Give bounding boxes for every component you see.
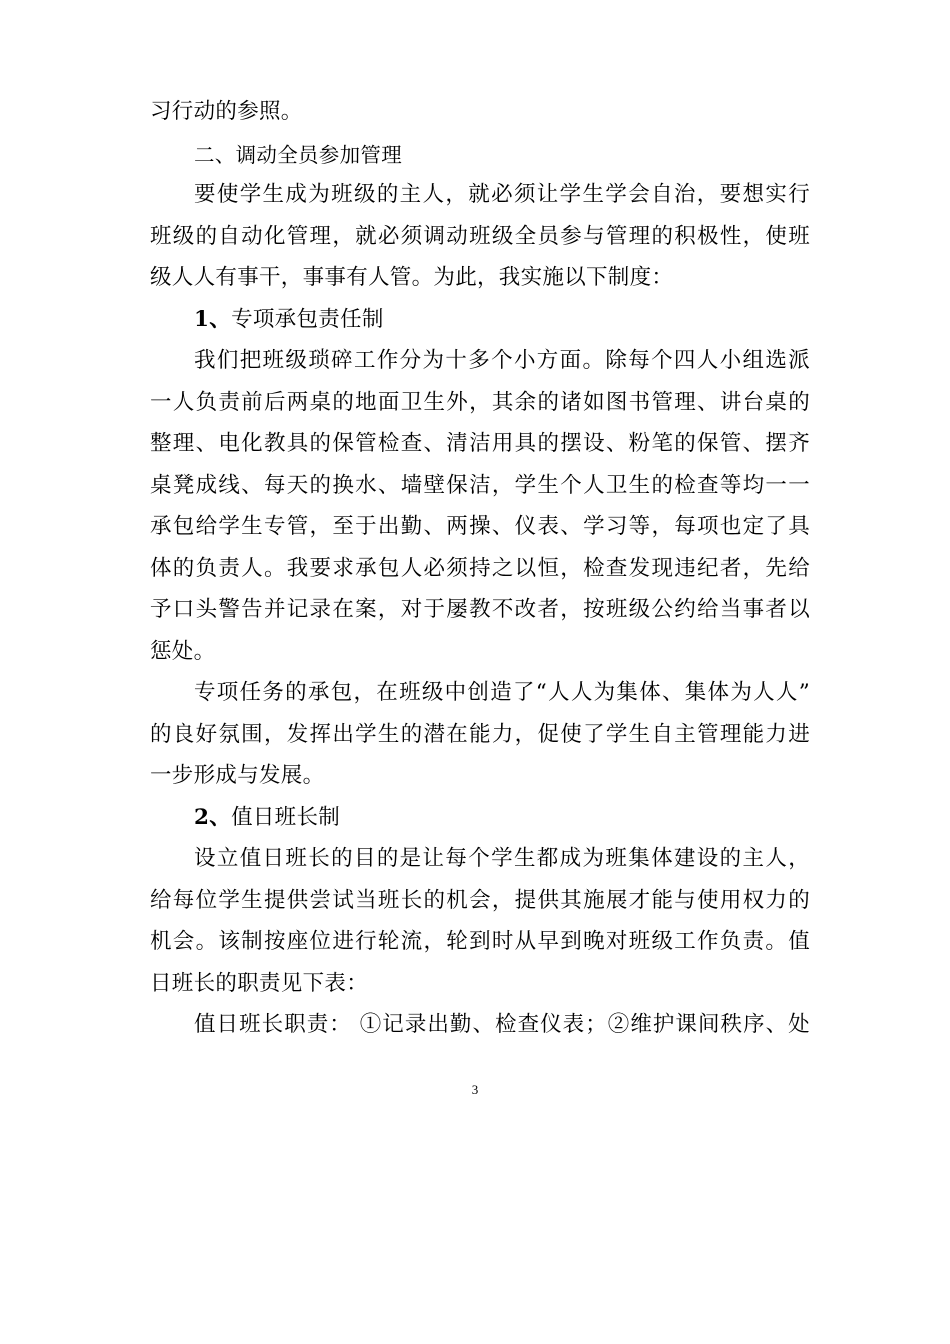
subsection-heading-2 [194,803,810,833]
subsection-heading-1 [194,305,810,335]
paragraph-line: 体的负责人。我要求承包人必须持之以恒，检查发现违纪者，先给 [150,556,810,581]
paragraph-line: 设立值日班长的目的是让每个学生都成为班集体建设的主人， [194,846,810,871]
paragraph-line: 整理、电化教具的保管检查、清洁用具的摆设、粉笔的保管、摆齐 [150,431,810,456]
paragraph-line: 日班长的职责见下表： [150,971,369,996]
paragraph-line: 班级的自动化管理，就必须调动班级全员参与管理的积极性，使班 [150,224,810,249]
paragraph-line: 惩处。 [150,639,216,664]
paragraph-line: 的良好氛围，发挥出学生的潜在能力，促使了学生自主管理能力进 [150,722,810,747]
paragraph-line: 习行动的参照。 [150,99,303,124]
subsection-title: 值日班长制 [231,805,341,830]
item-number: 1、 [194,307,232,332]
item-number: 2、 [194,805,232,830]
paragraph-line: 一步形成与发展。 [150,763,325,788]
paragraph-line: 值日班长职责： ①记录出勤、检查仪表；②维护课间秩序、处 [194,1012,810,1037]
paragraph-line: 一人负责前后两桌的地面卫生外，其余的诸如图书管理、讲台桌的 [150,390,810,415]
paragraph-line: 承包给学生专管，至于出勤、两操、仪表、学习等，每项也定了具 [150,514,810,539]
paragraph-line: 专项任务的承包，在班级中创造了“人人为集体、集体为人人” [194,680,810,705]
page-number: 3 [471,1082,479,1097]
paragraph-line: 予口头警告并记录在案，对于屡教不改者，按班级公约给当事者以 [150,597,810,622]
paragraph-line: 要使学生成为班级的主人，就必须让学生学会自治，要想实行 [194,182,810,207]
section-heading: 二、调动全员参加管理 [194,143,402,167]
paragraph-line: 机会。该制按座位进行轮流，轮到时从早到晚对班级工作负责。值 [150,929,810,954]
paragraph-line: 我们把班级琐碎工作分为十多个小方面。除每个四人小组选派 [194,348,810,373]
paragraph-line: 给每位学生提供尝试当班长的机会，提供其施展才能与使用权力的 [150,888,810,913]
paragraph-line: 桌凳成线、每天的换水、墙壁保洁，学生个人卫生的检查等均一一 [150,473,810,498]
paragraph-line: 级人人有事干，事事有人管。为此，我实施以下制度： [150,265,674,290]
subsection-title: 专项承包责任制 [231,307,384,332]
